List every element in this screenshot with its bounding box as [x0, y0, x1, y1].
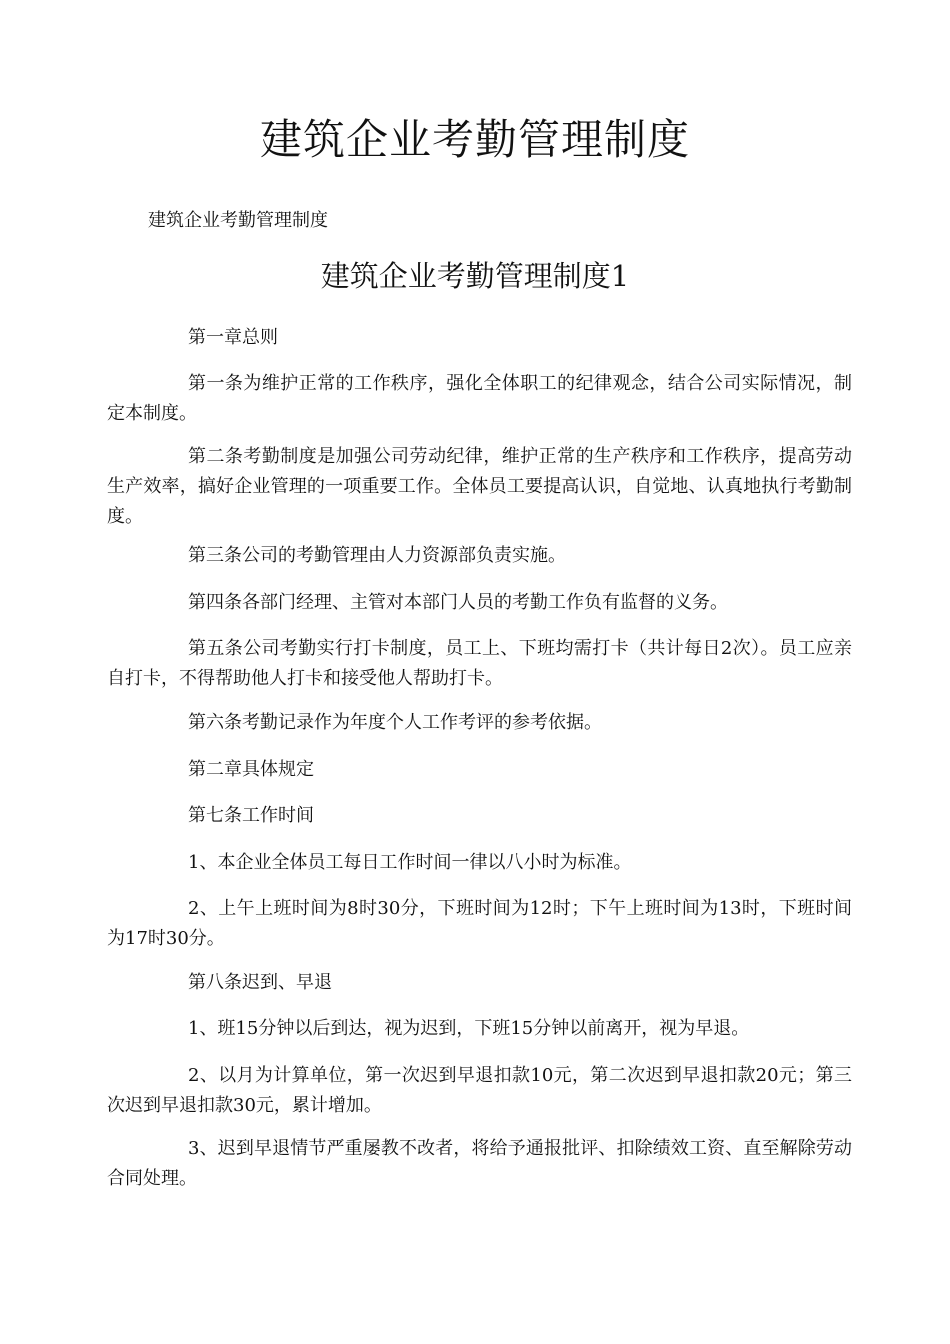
- paragraph: 3、迟到早退情节严重屡教不改者，将给予通报批评、扣除绩效工资、直至解除劳动合同处理。: [107, 1138, 852, 1189]
- section-title: 建筑企业考勤管理制度1: [320, 259, 630, 293]
- document-subtitle: 建筑企业考勤管理制度: [148, 210, 328, 231]
- paragraph: 1、班15分钟以后到达，视为迟到，下班15分钟以前离开，视为早退。: [188, 1018, 750, 1039]
- paragraph: 1、本企业全体员工每日工作时间一律以八小时为标准。: [188, 852, 632, 873]
- paragraph: 第五条公司考勤实行打卡制度，员工上、下班均需打卡（共计每日2次）。员工应亲自打卡，不得帮助他人打卡和接受他人帮助打卡。: [107, 638, 852, 689]
- paragraph: 第三条公司的考勤管理由人力资源部负责实施。: [188, 545, 566, 566]
- paragraph: 第二条考勤制度是加强公司劳动纪律，维护正常的生产秩序和工作秩序，提高劳动生产效率，搞好企业管理的一项重要工作。全体员工要提高认识，自觉地、认真地执行考勤制度。: [107, 446, 852, 527]
- paragraph: 2、上午上班时间为8时30分，下班时间为12时；下午上班时间为13时，下班时间为17时30分。: [107, 898, 852, 949]
- paragraph: 第四条各部门经理、主管对本部门人员的考勤工作负有监督的义务。: [188, 592, 728, 613]
- paragraph: 2、以月为计算单位，第一次迟到早退扣款10元，第二次迟到早退扣款20元；第三次迟到早退扣款30元，累计增加。: [107, 1065, 852, 1116]
- paragraph: 第一条为维护正常的工作秩序，强化全体职工的纪律观念，结合公司实际情况，制定本制度。: [107, 373, 852, 424]
- paragraph: 第一章总则: [188, 327, 278, 348]
- paragraph: 第六条考勤记录作为年度个人工作考评的参考依据。: [188, 712, 602, 733]
- paragraph: 第二章具体规定: [188, 759, 314, 780]
- paragraph: 第八条迟到、早退: [188, 972, 332, 993]
- document-title: 建筑企业考勤管理制度: [259, 115, 690, 164]
- paragraph: 第七条工作时间: [188, 805, 314, 826]
